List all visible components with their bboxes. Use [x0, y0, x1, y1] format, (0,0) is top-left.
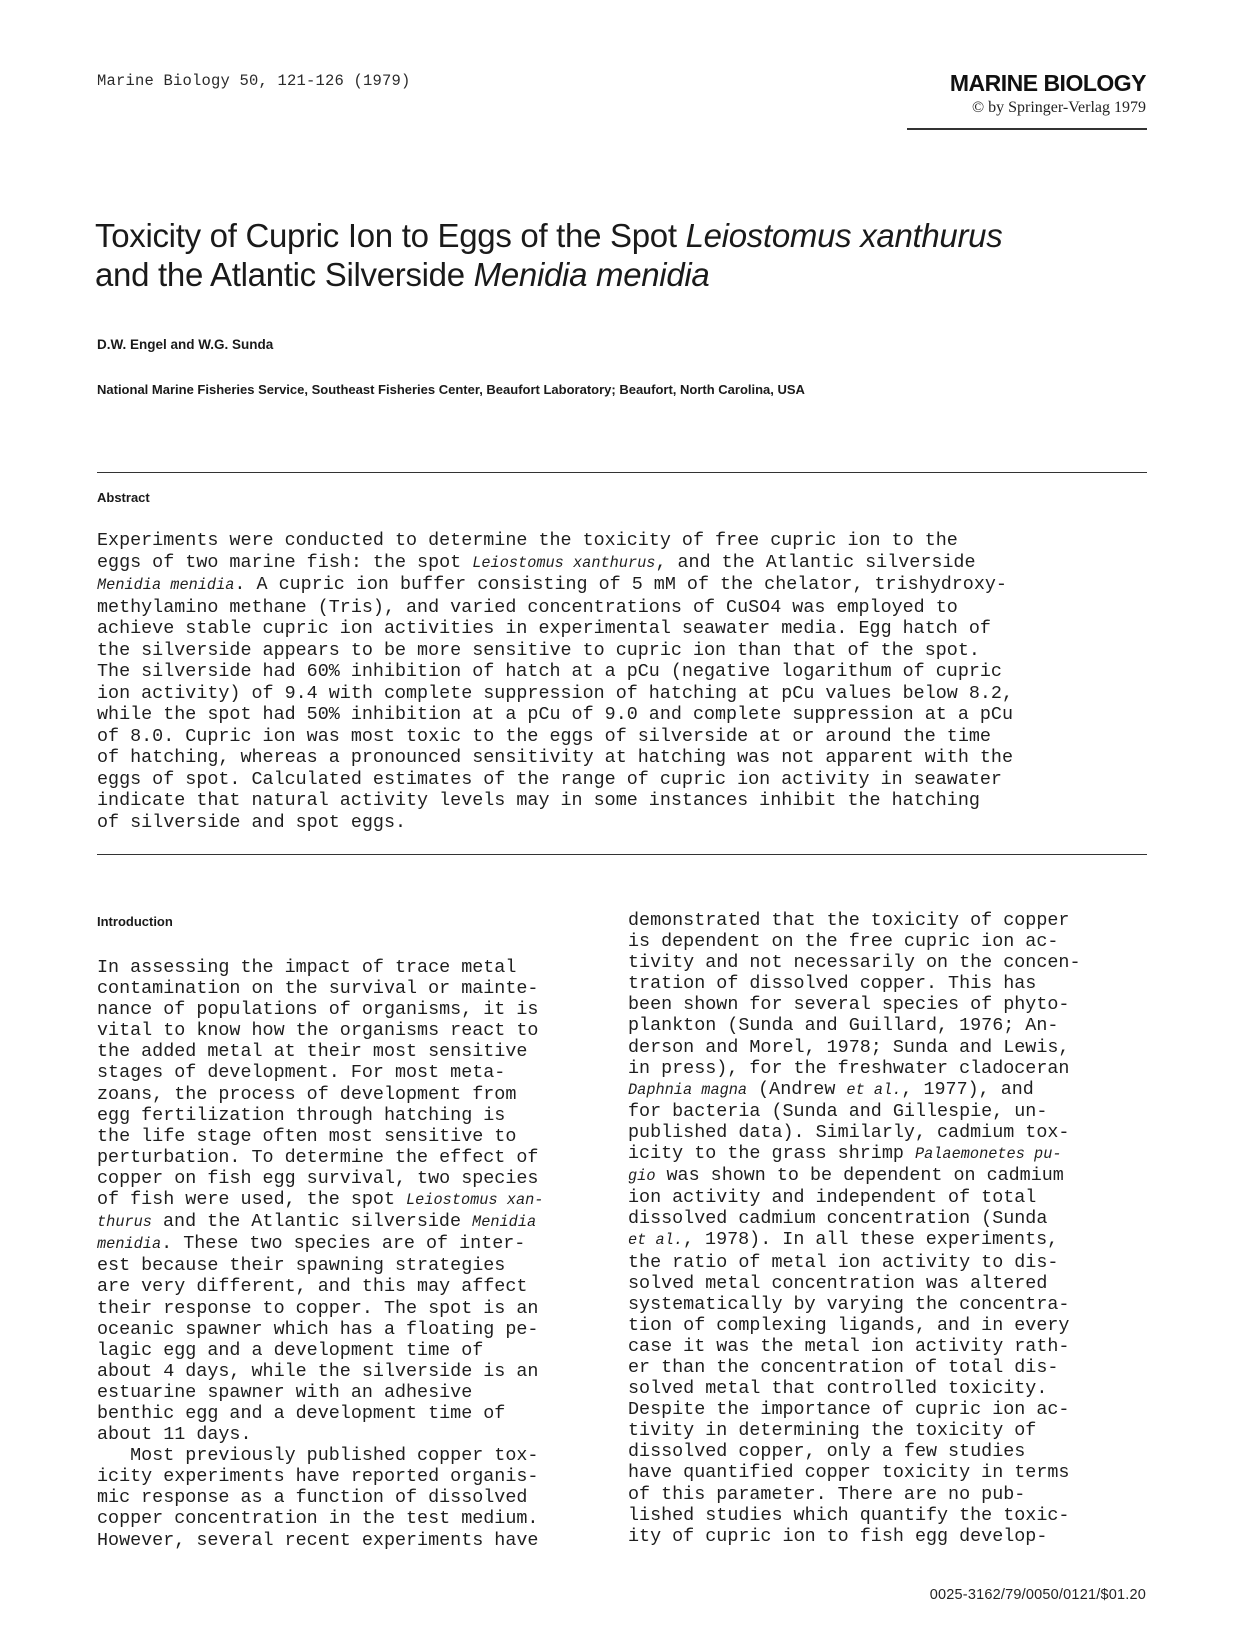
text: . A cupric ion buffer consisting of 5 mM of the chelator, trishydroxy-	[234, 574, 1007, 595]
body-line	[628, 1165, 1168, 1187]
abstract-line: of 8.0. Cupric ion was most toxic to the eggs of silverside at or around the time	[97, 725, 991, 747]
body-line: Despite the importance of cupric ion ac-	[628, 1399, 1070, 1421]
text: , 1978). In all these experiments,	[682, 1229, 1059, 1251]
abstract-line: achieve stable cupric ion activities in experimental seawater media. Egg hatch of	[97, 618, 991, 639]
body-line: ion activity and independent of total	[628, 1187, 1037, 1209]
body-line: estuarine spawner with an adhesive	[97, 1381, 473, 1403]
abstract-body	[97, 530, 1157, 833]
body-line: tion of complexing ligands, and in every	[628, 1314, 1070, 1336]
title-text: and the Atlantic Silverside	[95, 256, 474, 293]
body-line: zoans, the process of development from	[97, 1083, 517, 1105]
title-line-2	[95, 255, 1155, 294]
journal-name: MARINE BIOLOGY	[949, 70, 1146, 96]
body-line: systematically by varying the concentra-	[628, 1293, 1070, 1315]
species-name: Leiostomus xanthurus	[472, 553, 656, 572]
affiliation: National Marine Fisheries Service, Southeast Fisheries Center, Beaufort Laboratory; Beaufort, North Carolina, USA	[97, 382, 805, 397]
title-species-1: Leiostomus xanthurus	[685, 217, 1003, 254]
abstract-line: while the spot had 50% inhibition at a pCu of 9.0 and complete suppression at a pCu	[97, 704, 1014, 725]
body-line: contamination on the survival or mainte-	[97, 978, 539, 1000]
journal-masthead	[950, 70, 1146, 117]
abstract-line: of hatching, whereas a pronounced sensitivity at hatching was not apparent with the	[97, 747, 1014, 768]
body-line	[628, 1079, 1168, 1101]
body-line	[628, 1229, 1168, 1251]
species-name: Daphnia magna	[628, 1080, 748, 1099]
body-line: the life stage often most sensitive to	[97, 1125, 517, 1147]
body-line: of this parameter. There are no pub-	[628, 1483, 1026, 1505]
body-line: vital to know how the organisms react to	[97, 1020, 539, 1042]
journal-reference: Marine Biology 50, 121-126 (1979)	[97, 72, 411, 90]
citation-etal: et al.	[628, 1231, 683, 1250]
text: of fish were used, the spot	[97, 1189, 407, 1211]
body-line: about 11 days.	[97, 1424, 252, 1446]
citation-etal: et al.	[846, 1080, 902, 1099]
abstract-bottom-rule	[97, 854, 1147, 855]
body-line: mic response as a function of dissolved	[97, 1487, 528, 1509]
abstract-line: The silverside had 60% inhibition of hatch at a pCu (negative logarithum of cupric	[97, 661, 1002, 682]
body-line: Most previously published copper tox-	[97, 1445, 539, 1467]
body-line: In assessing the impact of trace metal	[97, 957, 517, 978]
text: (Andrew	[747, 1078, 847, 1100]
body-line: lagic egg and a development time of	[97, 1339, 484, 1361]
species-name: Menidia	[472, 1213, 537, 1232]
body-line	[97, 1189, 617, 1211]
species-name: gio	[628, 1167, 656, 1186]
body-line	[97, 1211, 617, 1233]
body-line: tivity in determining the toxicity of	[628, 1420, 1037, 1442]
body-line: However, several recent experiments have	[97, 1529, 539, 1551]
abstract-line: Experiments were conducted to determine the toxicity of free cupric ion to the	[97, 530, 958, 551]
body-line: case it was the metal ion activity rath-	[628, 1335, 1070, 1357]
text: . These two species are of inter-	[161, 1233, 526, 1255]
abstract-line: indicate that natural activity levels may in some instances inhibit the hatching	[97, 790, 980, 811]
text: eggs of two marine fish: the spot	[97, 551, 473, 573]
title-text: Toxicity of Cupric Ion to Eggs of the Spot	[95, 217, 686, 254]
text: was shown to be dependent on cadmium	[655, 1165, 1064, 1187]
body-line: demonstrated that the toxicity of copper	[628, 910, 1070, 931]
abstract-line	[97, 574, 1157, 597]
species-name: Leiostomus xan-	[406, 1191, 544, 1210]
abstract-line: eggs of spot. Calculated estimates of the range of cupric ion activity in seawater	[97, 768, 1002, 790]
text: and the Atlantic silverside	[151, 1211, 473, 1233]
title-species-2: Menidia menidia	[473, 256, 710, 293]
body-line: been shown for several species of phyto-	[628, 994, 1070, 1016]
abstract-line	[97, 552, 1157, 575]
body-line: nance of populations of organisms, it is	[97, 999, 539, 1021]
text: , and the Atlantic silverside	[655, 551, 976, 573]
body-line: solved metal that controlled toxicity.	[628, 1378, 1048, 1400]
body-line: in press), for the freshwater cladoceran	[628, 1057, 1070, 1079]
body-line: est because their spawning strategies	[97, 1255, 506, 1277]
body-line: published data). Similarly, cadmium tox-	[628, 1121, 1070, 1143]
title-line-1	[95, 216, 1155, 255]
body-line: dissolved cadmium concentration (Sunda	[628, 1208, 1048, 1230]
body-line: about 4 days, while the silverside is an	[97, 1360, 539, 1382]
body-line	[628, 1143, 1168, 1165]
abstract-line: methylamino methane (Tris), and varied concentrations of CuSO4 was employed to	[97, 596, 958, 618]
body-line: derson and Morel, 1978; Sunda and Lewis,	[628, 1036, 1070, 1058]
abstract-line: the silverside appears to be more sensitive to cupric ion than that of the spot.	[97, 639, 980, 661]
body-line: egg fertilization through hatching is	[97, 1104, 506, 1126]
body-line: the ratio of metal ion activity to dis-	[628, 1251, 1059, 1273]
species-name: Menidia menidia	[97, 576, 235, 594]
intro-column-left	[97, 957, 617, 1551]
abstract-heading: Abstract	[97, 490, 150, 505]
body-line: solved metal concentration was altered	[628, 1272, 1048, 1294]
body-line: plankton (Sunda and Guillard, 1976; An-	[628, 1015, 1059, 1037]
body-line: icity experiments have reported organis-	[97, 1466, 539, 1488]
body-line: perturbation. To determine the effect of	[97, 1146, 539, 1168]
body-line: is dependent on the free cupric ion ac-	[628, 931, 1059, 953]
species-name: thurus	[97, 1213, 152, 1232]
authors: D.W. Engel and W.G. Sunda	[97, 337, 274, 352]
body-line: dissolved copper, only a few studies	[628, 1441, 1026, 1463]
body-line: er than the concentration of total dis-	[628, 1356, 1059, 1378]
abstract-line: of silverside and spot eggs.	[97, 811, 407, 833]
intro-column-right	[628, 910, 1168, 1547]
abstract-line: ion activity) of 9.4 with complete suppression of hatching at pCu values below 8.2,	[97, 682, 1014, 704]
body-line: oceanic spawner which has a floating pe-	[97, 1318, 539, 1340]
masthead-rule	[907, 128, 1147, 130]
body-line: lished studies which quantify the toxic-	[628, 1504, 1070, 1526]
introduction-heading: Introduction	[97, 914, 173, 929]
body-line: the added metal at their most sensitive	[97, 1041, 528, 1063]
text: , 1977), and	[901, 1078, 1034, 1100]
body-line: benthic egg and a development time of	[97, 1402, 506, 1424]
body-line: stages of development. For most meta-	[97, 1062, 506, 1084]
body-line: for bacteria (Sunda and Gillespie, un-	[628, 1100, 1048, 1122]
species-name: menidia	[97, 1235, 162, 1254]
body-line	[97, 1233, 617, 1255]
body-line: tration of dissolved copper. This has	[628, 973, 1037, 995]
text: icity to the grass shrimp	[628, 1143, 915, 1165]
body-line: ity of cupric ion to fish egg develop-	[628, 1525, 1048, 1547]
copyright-notice: © by Springer-Verlag 1979	[971, 99, 1146, 116]
species-name: Palaemonetes pu-	[914, 1145, 1062, 1164]
price-code: 0025-3162/79/0050/0121/$01.20	[929, 1587, 1146, 1603]
body-line: tivity and not necessarily on the concen-	[628, 952, 1081, 974]
abstract-top-rule	[97, 472, 1147, 473]
body-line: copper concentration in the test medium.	[97, 1508, 539, 1530]
body-line: copper on fish egg survival, two species	[97, 1167, 539, 1189]
body-line: are very different, and this may affect	[97, 1276, 528, 1298]
article-title	[95, 216, 1155, 294]
body-line: have quantified copper toxicity in terms	[628, 1462, 1070, 1484]
body-line: their response to copper. The spot is an	[97, 1297, 539, 1319]
